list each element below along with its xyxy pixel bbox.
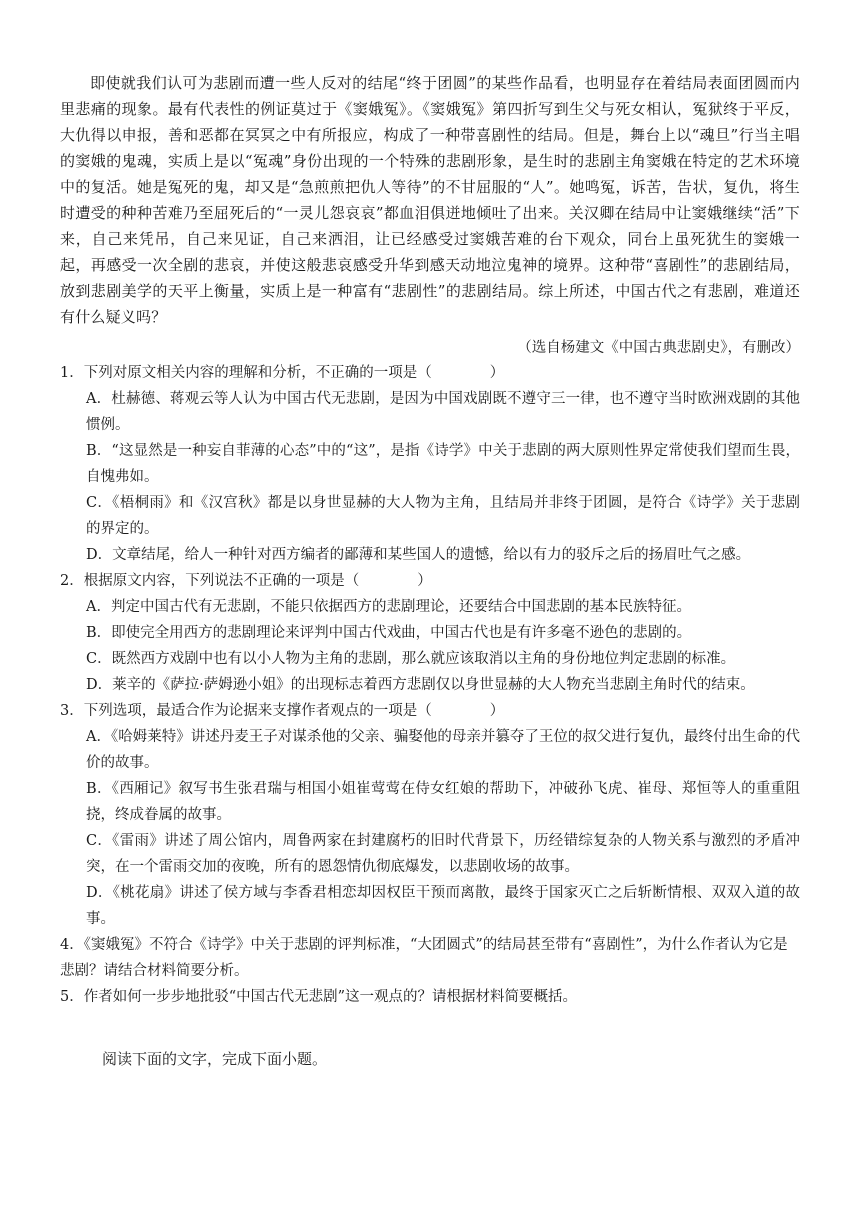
question-3 <box>60 698 800 932</box>
question-stem: 4．《窦娥冤》不符合《诗学》中关于悲剧的评判标准，“大团圆式”的结局甚至带有“喜剧性”，为什么作者认为它是悲剧？请结合材料简要分析。 <box>60 937 788 979</box>
question-stem: 2．根据原文内容，下列说法不正确的一项是（ ） <box>60 573 432 589</box>
next-section-instruction: 阅读下面的文字，完成下面小题。 <box>102 1050 328 1068</box>
question-2 <box>60 568 800 698</box>
option-a: A．《哈姆莱特》讲述丹麦王子对谋杀他的父亲、骗娶他的母亲并篡夺了王位的叔父进行复仇，最终付出生命的代价的故事。 <box>86 729 800 771</box>
question-stem: 3．下列选项，最适合作为论据来支撑作者观点的一项是（ ） <box>60 703 505 719</box>
option-a: A．判定中国古代有无悲剧，不能只依据西方的悲剧理论，还要结合中国悲剧的基本民族特征。 <box>86 599 691 615</box>
question-1 <box>60 360 800 568</box>
source-citation: （选自杨建文《中国古典悲剧史》，有删改） <box>517 340 800 356</box>
option-c: C．既然西方戏剧中也有以小人物为主角的悲剧，那么就应该取消以主角的身份地位判定悲剧的标准。 <box>86 651 736 667</box>
passage-paragraph: 即使就我们认可为悲剧而遭一些人反对的结尾“终于团圆”的某些作品看，也明显存在着结局表面团圆而内里悲痛的现象。最有代表性的例证莫过于《窦娥冤》。《窦娥冤》第四折写到生父与死女相认，冤狱终于平反，大仇得以申报，善和恶都在冥冥之中有所报应，构成了一种带喜剧性的结局。但是，舞台上以“魂旦”行当主唱的窦娥的鬼魂，实质上是以“冤魂”身份出现的一个特殊的悲剧形象，是生时的悲剧主角窦娥在特定的艺术环境中的复活。她是冤死的鬼，却又是“急煎煎把仇人等待”的不甘屈服的“人”。她鸣冤，诉苦，告状，复仇，将生时遭受的种种苦难乃至屈死后的“一灵儿怨哀哀”都血泪俱迸地倾吐了出来。关汉卿在结局中让窦娥继续“活”下来，自己来凭吊，自己来见证，自己来洒泪，让已经感受过窦娥苦难的台下观众，同台上虽死犹生的窦娥一起，再感受一次全剧的悲哀，并使这般悲哀感受升华到感天动地泣鬼神的境界。这种带“喜剧性”的悲剧结局，放到悲剧美学的天平上衡量，实质上是一种富有“悲剧性”的悲剧结局。综上所述，中国古代之有悲剧，难道还有什么疑义吗？ <box>60 74 800 326</box>
option-d: D．莱辛的《萨拉·萨姆逊小姐》的出现标志着西方悲剧仅以身世显赫的大人物充当悲剧主角时代的结束。 <box>86 677 755 693</box>
option-b: B．《西厢记》叙写书生张君瑞与相国小姐崔莺莺在侍女红娘的帮助下，冲破孙飞虎、崔母、郑恒等人的重重阻挠，终成眷属的故事。 <box>86 781 800 823</box>
option-c: C．《雷雨》讲述了周公馆内，周鲁两家在封建腐朽的旧时代背景下，历经错综复杂的人物关系与激烈的矛盾冲突，在一个雷雨交加的夜晚，所有的恩怨情仇彻底爆发，以悲剧收场的故事。 <box>86 833 800 875</box>
option-b: B．即使完全用西方的悲剧理论来评判中国古代戏曲，中国古代也是有许多毫不逊色的悲剧的。 <box>86 625 692 641</box>
option-c: C．《梧桐雨》和《汉宫秋》都是以身世显赫的大人物为主角，且结局并非终于团圆，是符合《诗学》关于悲剧的界定的。 <box>86 495 800 537</box>
option-d: D．文章结尾，给人一种针对西方编者的鄙薄和某些国人的遗憾，给以有力的驳斥之后的扬眉吐气之感。 <box>86 547 751 563</box>
question-stem: 5．作者如何一步步地批驳“中国古代无悲剧”这一观点的？请根据材料简要概括。 <box>60 989 578 1005</box>
question-stem: 1．下列对原文相关内容的理解和分析，不正确的一项是（ ） <box>60 365 505 381</box>
question-4 <box>60 932 800 984</box>
document-page <box>60 70 800 1072</box>
option-d: D．《桃花扇》讲述了侯方域与李香君相恋却因权臣干预而离散，最终于国家灭亡之后斩断情根、双双入道的故事。 <box>86 885 800 927</box>
option-b: B．“这显然是一种妄自菲薄的心态”中的“这”，是指《诗学》中关于悲剧的两大原则性界定常使我们望而生畏，自愧弗如。 <box>86 443 800 485</box>
question-5 <box>60 984 800 1010</box>
option-a: A．杜赫德、蒋观云等人认为中国古代无悲剧，是因为中国戏剧既不遵守三一律，也不遵守当时欧洲戏剧的其他惯例。 <box>86 391 800 433</box>
